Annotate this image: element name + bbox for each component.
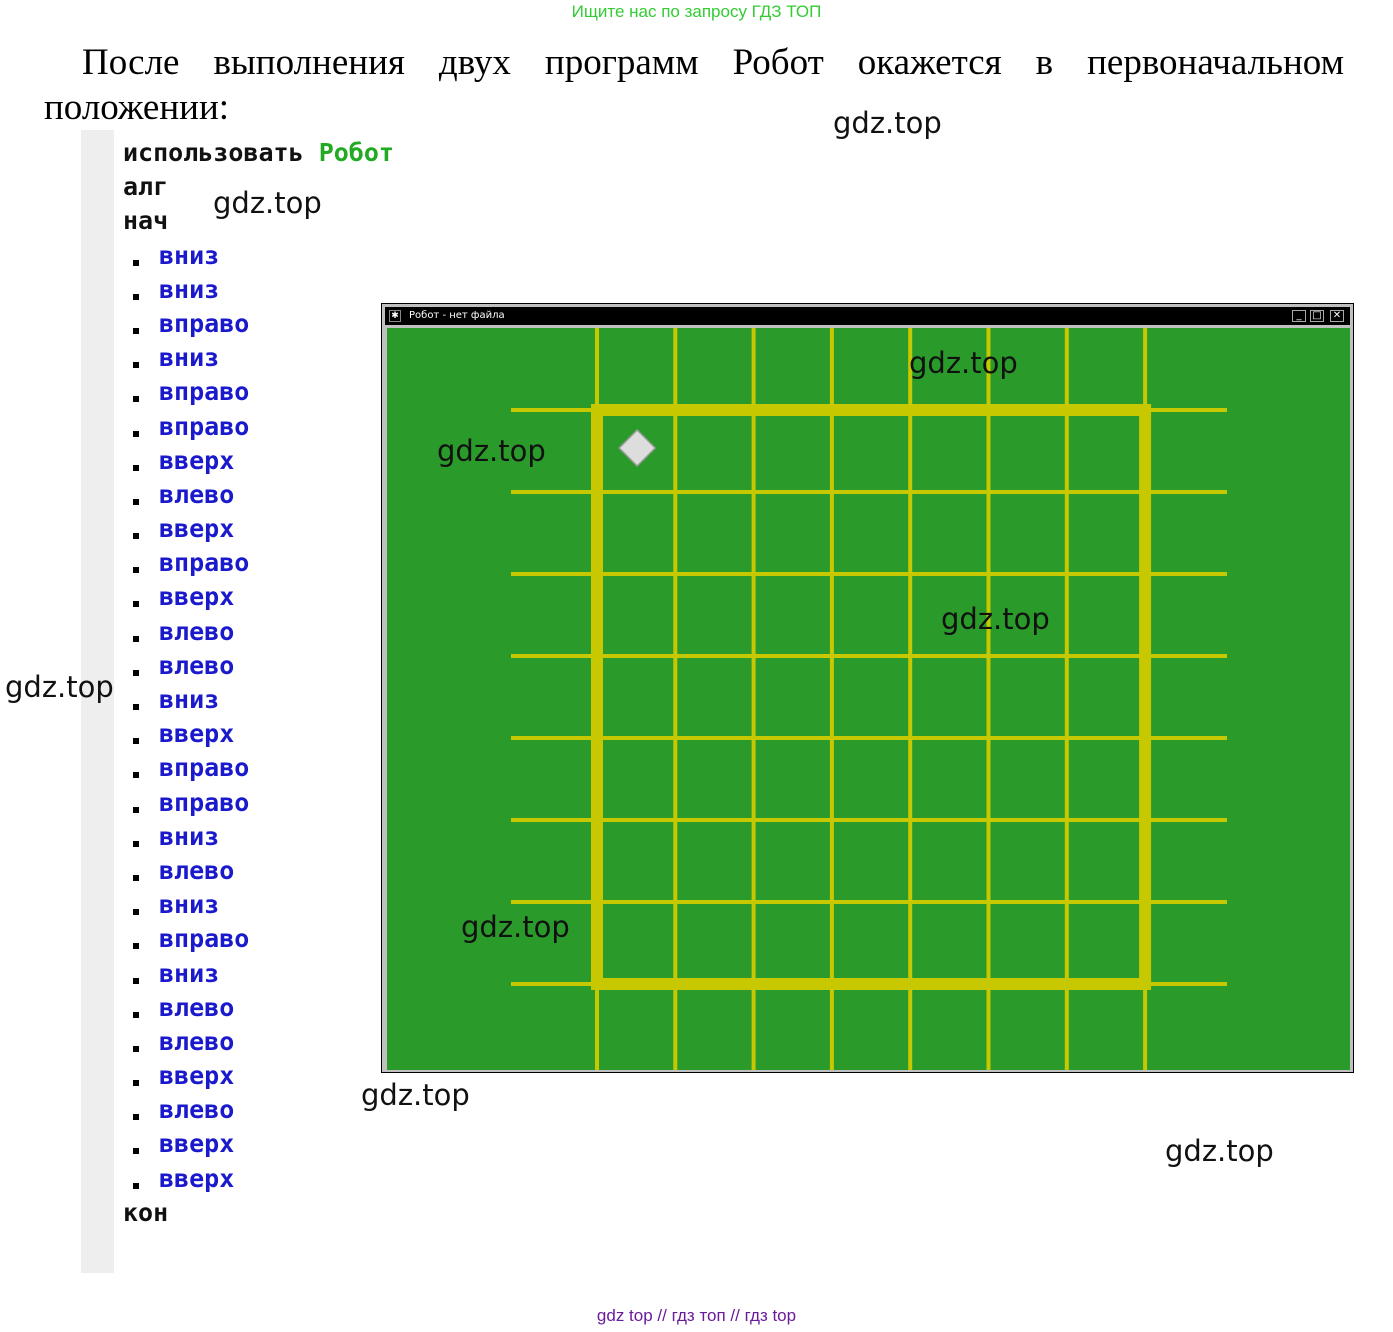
maximize-button[interactable]: □ — [1310, 310, 1324, 322]
command-line — [123, 649, 394, 683]
bullet-icon — [133, 943, 139, 949]
bullet-icon — [133, 875, 139, 881]
bullet-icon — [133, 772, 139, 778]
use-line — [123, 136, 394, 170]
bullet-icon — [133, 465, 139, 471]
robot-window-title: Робот - нет файла — [409, 310, 505, 321]
command-line — [123, 273, 394, 307]
bullet-icon — [133, 1046, 139, 1052]
command-line — [123, 341, 394, 375]
watermark: gdz.top — [833, 106, 942, 140]
watermark: gdz.top — [941, 602, 1050, 636]
footer: gdz top // гдз топ // гдз top — [596, 1306, 797, 1325]
bullet-icon — [133, 1183, 139, 1189]
command-text: вниз — [159, 685, 220, 714]
command-line — [123, 957, 394, 991]
watermark: gdz.top — [1165, 1134, 1274, 1168]
command-line — [123, 512, 394, 546]
command-line — [123, 375, 394, 409]
watermark: gdz.top — [461, 910, 570, 944]
command-text: вправо — [159, 411, 250, 441]
command-line — [123, 615, 394, 649]
command-line — [123, 444, 394, 478]
command-line — [123, 683, 394, 717]
bullet-icon — [133, 978, 139, 984]
command-text: вправо — [159, 548, 250, 578]
watermark: gdz.top — [213, 186, 322, 220]
command-line — [123, 854, 394, 888]
bullet-icon — [133, 499, 139, 505]
bullet-icon — [133, 533, 139, 539]
alg-line: алг — [123, 172, 169, 202]
command-text: вверх — [159, 719, 235, 749]
command-line — [123, 410, 394, 444]
minimize-button[interactable]: _ — [1292, 310, 1306, 322]
top-banner: Ищите нас по запросу ГДЗ ТОП — [571, 2, 822, 21]
use-robot-name: Робот — [318, 138, 394, 167]
command-line — [123, 1059, 394, 1093]
robot-window — [381, 303, 1354, 1073]
command-line — [123, 1093, 394, 1127]
bullet-icon — [133, 1012, 139, 1018]
command-line — [123, 1127, 394, 1161]
bullet-icon — [133, 567, 139, 573]
watermark: gdz.top — [437, 434, 546, 468]
robot-window-titlebar — [385, 307, 1350, 325]
command-text: влево — [159, 855, 235, 885]
command-line — [123, 888, 394, 922]
command-text: вниз — [159, 240, 220, 270]
command-text: вверх — [159, 582, 235, 612]
bullet-icon — [133, 431, 139, 437]
command-line — [123, 580, 394, 614]
command-text: вправо — [159, 787, 250, 817]
bullet-icon — [133, 362, 139, 368]
command-text: влево — [159, 616, 235, 646]
x-icon[interactable]: ✱ — [389, 310, 401, 322]
watermark: gdz.top — [361, 1078, 470, 1112]
command-text: влево — [159, 992, 235, 1022]
command-text: вверх — [159, 1163, 235, 1193]
intro-text: После выполнения двух программ Робот окажется в первоначальном положении: — [44, 42, 1344, 128]
command-text: влево — [159, 1095, 235, 1125]
command-text: вправо — [159, 308, 250, 338]
command-line — [123, 991, 394, 1025]
command-line — [123, 751, 394, 785]
bullet-icon — [133, 601, 139, 607]
bullet-icon — [133, 738, 139, 744]
bullet-icon — [133, 1148, 139, 1154]
bullet-icon — [133, 294, 139, 300]
command-line — [123, 786, 394, 820]
begin-line: нач — [123, 206, 169, 236]
end-line: кон — [123, 1197, 169, 1227]
watermark: gdz.top — [5, 670, 114, 704]
command-text: вверх — [159, 1129, 235, 1159]
command-line — [123, 922, 394, 956]
command-line — [123, 1162, 394, 1196]
command-text: вправо — [159, 924, 250, 954]
command-text: вниз — [159, 958, 220, 988]
command-list — [123, 239, 394, 1196]
bullet-icon — [133, 1080, 139, 1086]
bullet-icon — [133, 909, 139, 915]
command-text: вниз — [159, 821, 220, 851]
bullet-icon — [133, 807, 139, 813]
bullet-icon — [133, 704, 139, 710]
bullet-icon — [133, 260, 139, 266]
bullet-icon — [133, 636, 139, 642]
use-keyword: использовать — [123, 138, 304, 167]
bullet-icon — [133, 670, 139, 676]
bullet-icon — [133, 328, 139, 334]
command-text: вверх — [159, 1061, 235, 1091]
command-text: влево — [159, 479, 235, 509]
command-line — [123, 820, 394, 854]
command-text: вверх — [159, 445, 235, 475]
bullet-icon — [133, 396, 139, 402]
command-text: вверх — [159, 514, 235, 544]
command-text: вправо — [159, 753, 250, 783]
command-line — [123, 478, 394, 512]
command-line — [123, 717, 394, 751]
watermark: gdz.top — [909, 346, 1018, 380]
command-line — [123, 239, 394, 273]
command-text: вправо — [159, 377, 250, 407]
command-line — [123, 307, 394, 341]
command-text: вниз — [159, 890, 220, 920]
command-text: вниз — [159, 274, 220, 304]
program-code — [123, 136, 394, 1230]
bullet-icon — [133, 1114, 139, 1120]
command-line — [123, 1025, 394, 1059]
bullet-icon — [133, 841, 139, 847]
command-line — [123, 546, 394, 580]
close-button[interactable]: ✕ — [1330, 310, 1344, 322]
command-text: влево — [159, 650, 235, 680]
command-text: вниз — [159, 343, 220, 373]
command-text: влево — [159, 1026, 235, 1056]
